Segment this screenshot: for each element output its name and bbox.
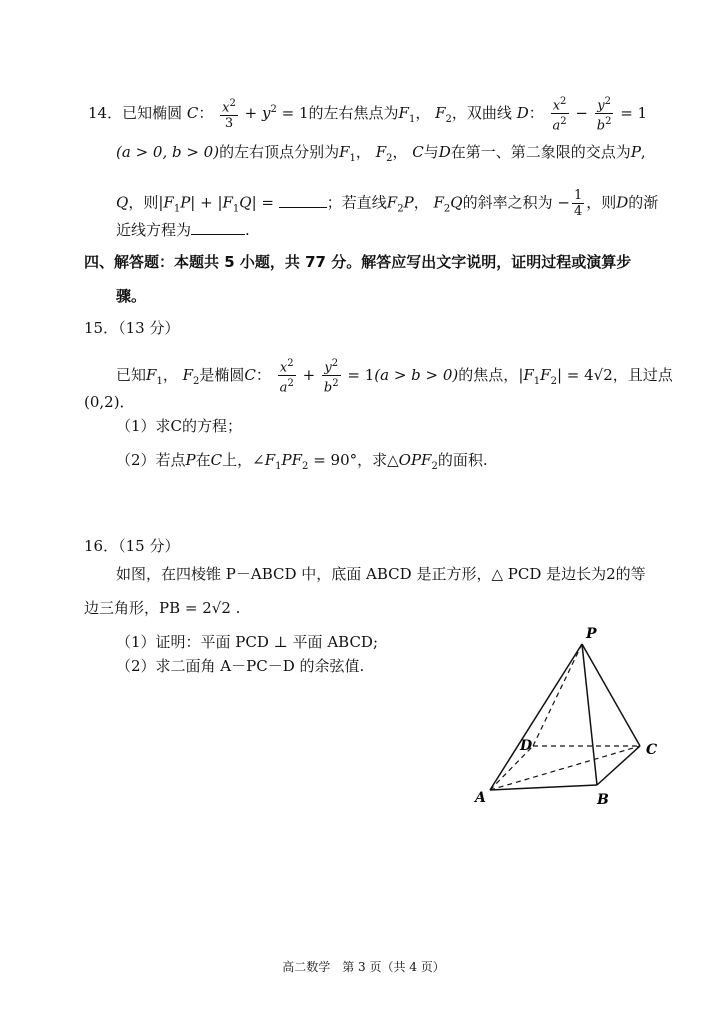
q14-line4: 近线方程为 . bbox=[116, 221, 250, 239]
q16-part1: （1）证明：平面 PCD ⊥ 平面 ABCD; bbox=[116, 633, 379, 651]
q15-header: 15．（13 分） bbox=[84, 319, 180, 337]
edge-PA bbox=[490, 644, 582, 790]
label-P: P bbox=[586, 626, 597, 642]
edge-PD bbox=[533, 644, 582, 746]
edge-AB bbox=[490, 785, 597, 790]
q16-line1: 如图，在四棱锥 P－ABCD 中，底面 ABCD 是正方形，△ PCD 是边长为2的等 bbox=[116, 565, 646, 583]
pyramid-figure bbox=[470, 620, 670, 810]
q15-line2: (0,2)． bbox=[84, 393, 135, 411]
q16-part2: （2）求二面角 A－PC－D 的余弦值. bbox=[116, 657, 365, 675]
label-C: C bbox=[646, 742, 658, 758]
fraction: $\frac{y^2}{b^2}$ bbox=[323, 358, 339, 396]
section-title: 四、解答题：本题共 5 小题，共 77 分。解答应写出文字说明，证明过程或演算步 bbox=[84, 253, 632, 271]
q15-part1: （1）求C的方程； bbox=[116, 417, 243, 435]
label-B: B bbox=[597, 792, 609, 808]
edge-BC bbox=[597, 746, 640, 785]
page-footer: 高二数学 第 3 页（共 4 页） bbox=[282, 960, 445, 974]
q14-line3: Q，则$|F_1P| + |F_1Q|$ = ；若直线$F_2P$， $F_2Q$的斜率之积为 − $\frac{1}{4}$ ，则D的渐 bbox=[116, 188, 659, 219]
section-title-continued: 骤。 bbox=[116, 287, 147, 305]
label-D: D bbox=[520, 738, 533, 754]
edge-AC bbox=[490, 746, 640, 790]
answer-blank[interactable] bbox=[279, 193, 327, 208]
q14-line1: 14．已知椭圆 C： $\frac{x^2}{3}$ + $y^2 = 1$的左右焦点为$F_1$， $F_2$，双曲线 D： $\frac{x^2}{a^2}$ − $\frac{y^2}{b^2}$ = 1 bbox=[88, 96, 648, 134]
q16-header: 16．（15 分） bbox=[84, 537, 180, 555]
q15-part2: （2）若点P在C上，$\angle F_1PF_2 = 90^\circ$，求$\triangle OPF_2$的面积. bbox=[116, 451, 488, 472]
label-A: A bbox=[475, 790, 486, 806]
q16-line2: 边三角形，PB = 2√2 . bbox=[84, 599, 241, 617]
fraction: $\frac{x^2}{3}$ bbox=[222, 98, 236, 132]
fraction: $\frac{1}{4}$ bbox=[573, 188, 583, 219]
fraction: $\frac{y^2}{b^2}$ bbox=[596, 96, 612, 134]
fraction: $\frac{x^2}{a^2}$ bbox=[279, 358, 294, 396]
q14-number: 14． bbox=[88, 103, 123, 122]
fraction: $\frac{x^2}{a^2}$ bbox=[552, 96, 567, 134]
q14-line2: (a > 0, b > 0)的左右顶点分别为$F_1$， $F_2$， C与D在第一、第二象限的交点为P, bbox=[116, 143, 646, 164]
q15-line1: 已知$F_1$， $F_2$是椭圆C： $\frac{x^2}{a^2}$ + $\frac{y^2}{b^2}$ = 1(a > b > 0)的焦点，$|F_1F_2| = 4√2$，且过点 bbox=[116, 358, 673, 396]
answer-blank[interactable] bbox=[191, 220, 245, 235]
